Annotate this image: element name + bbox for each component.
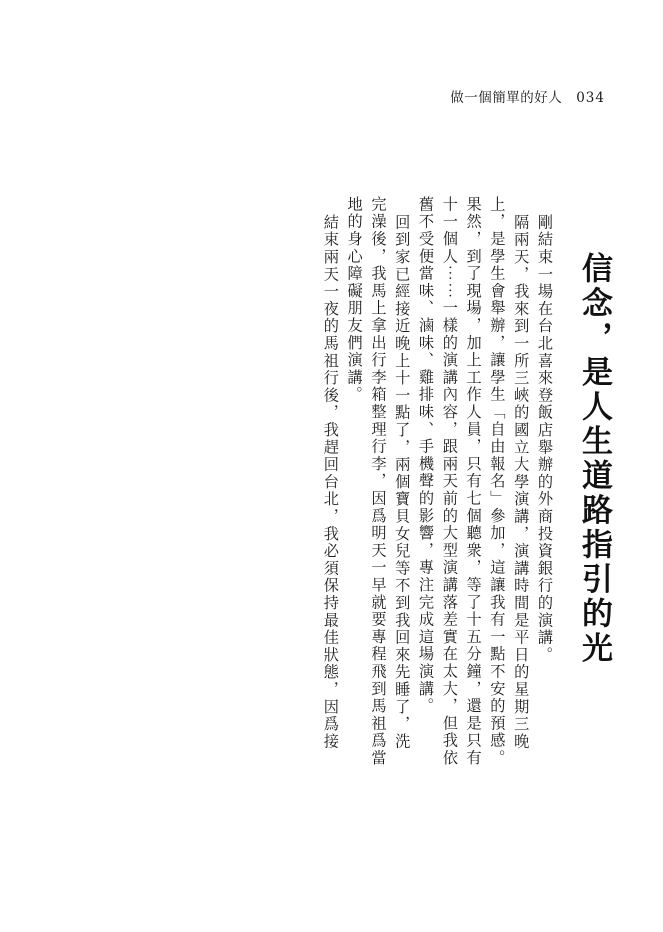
body-column: 舊不受便當味、滷味、雞排味、手機聲的影響，專注完成這場演講。 (417, 196, 436, 715)
body-column: 上，是學生會舉辦，讓學生「自由報名」參加，這讓我有一點不安的預感。 (488, 196, 507, 767)
body-column: 剛結束一場在台北喜來登飯店舉辦的外商投資銀行的演講。 (536, 214, 554, 664)
running-header-book-title: 做一個簡單的好人 (450, 90, 563, 106)
body-column: 完澡後，我馬上拿出行李箱整理行李，因爲明天一早就要專程飛到馬祖爲當 (369, 196, 388, 767)
article-body (56, 196, 612, 846)
body-column: 地的身心障礙朋友們演講。 (345, 196, 364, 404)
body-column: 隔兩天，我來到一所三峽的國立大學演講，演講時間是平日的星期三晚 (512, 214, 531, 751)
page-number: 034 (576, 90, 605, 106)
body-column: 果然，到了現場，加上工作人員，只有七個聽衆，等了十五分鐘，還是只有 (464, 196, 483, 767)
body-column: 回到家已經接近晚上十一點了，兩個寶貝女兒等不到我回來先睡了，洗 (393, 214, 412, 751)
body-column: 結束兩天一夜的馬祖行後，我趕回台北，我必須保持最佳狀態，因爲接 (321, 214, 340, 751)
article-title: 信念，是人生道路指引的光 (576, 252, 612, 666)
body-column: 十一個人⋯⋯一樣的演講內容，跟兩天前的大型演講落差實在太大，但我依 (440, 196, 459, 767)
running-header (450, 86, 605, 106)
